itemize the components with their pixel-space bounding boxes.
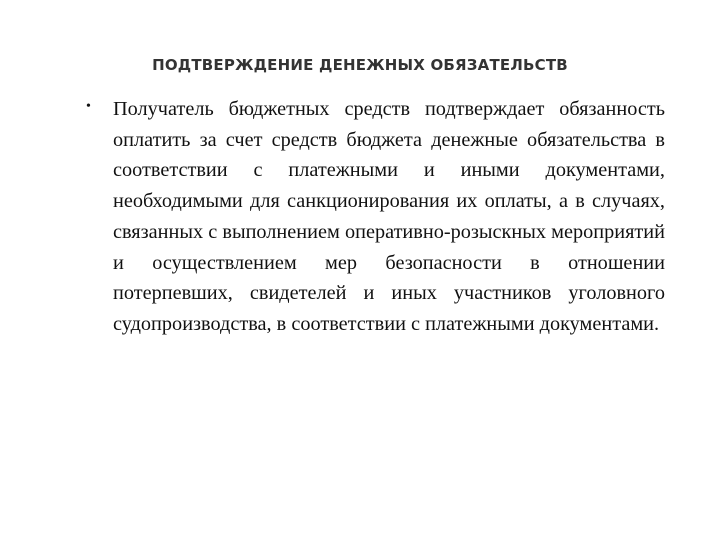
bullet-item: [80, 94, 665, 340]
slide-title: ПОДТВЕРЖДЕНИЕ ДЕНЕЖНЫХ ОБЯЗАТЕЛЬСТВ: [152, 56, 568, 74]
bullet-text: Получатель бюджетных средств подтверждает обязанность оплатить за счет средств бюджета денежные обязательства в соответствии с платежными и иными документами, необходимыми для санкционирования их оплаты, а в случаях, связанных с выполнением оперативно-розыскных мероприятий и осуществлением мер безопасности в отношении потерпевших, свидетелей и иных участников уголовного судопроизводства, в соответствии с платежными документами.: [113, 98, 665, 335]
bullet-marker: •: [86, 99, 91, 114]
